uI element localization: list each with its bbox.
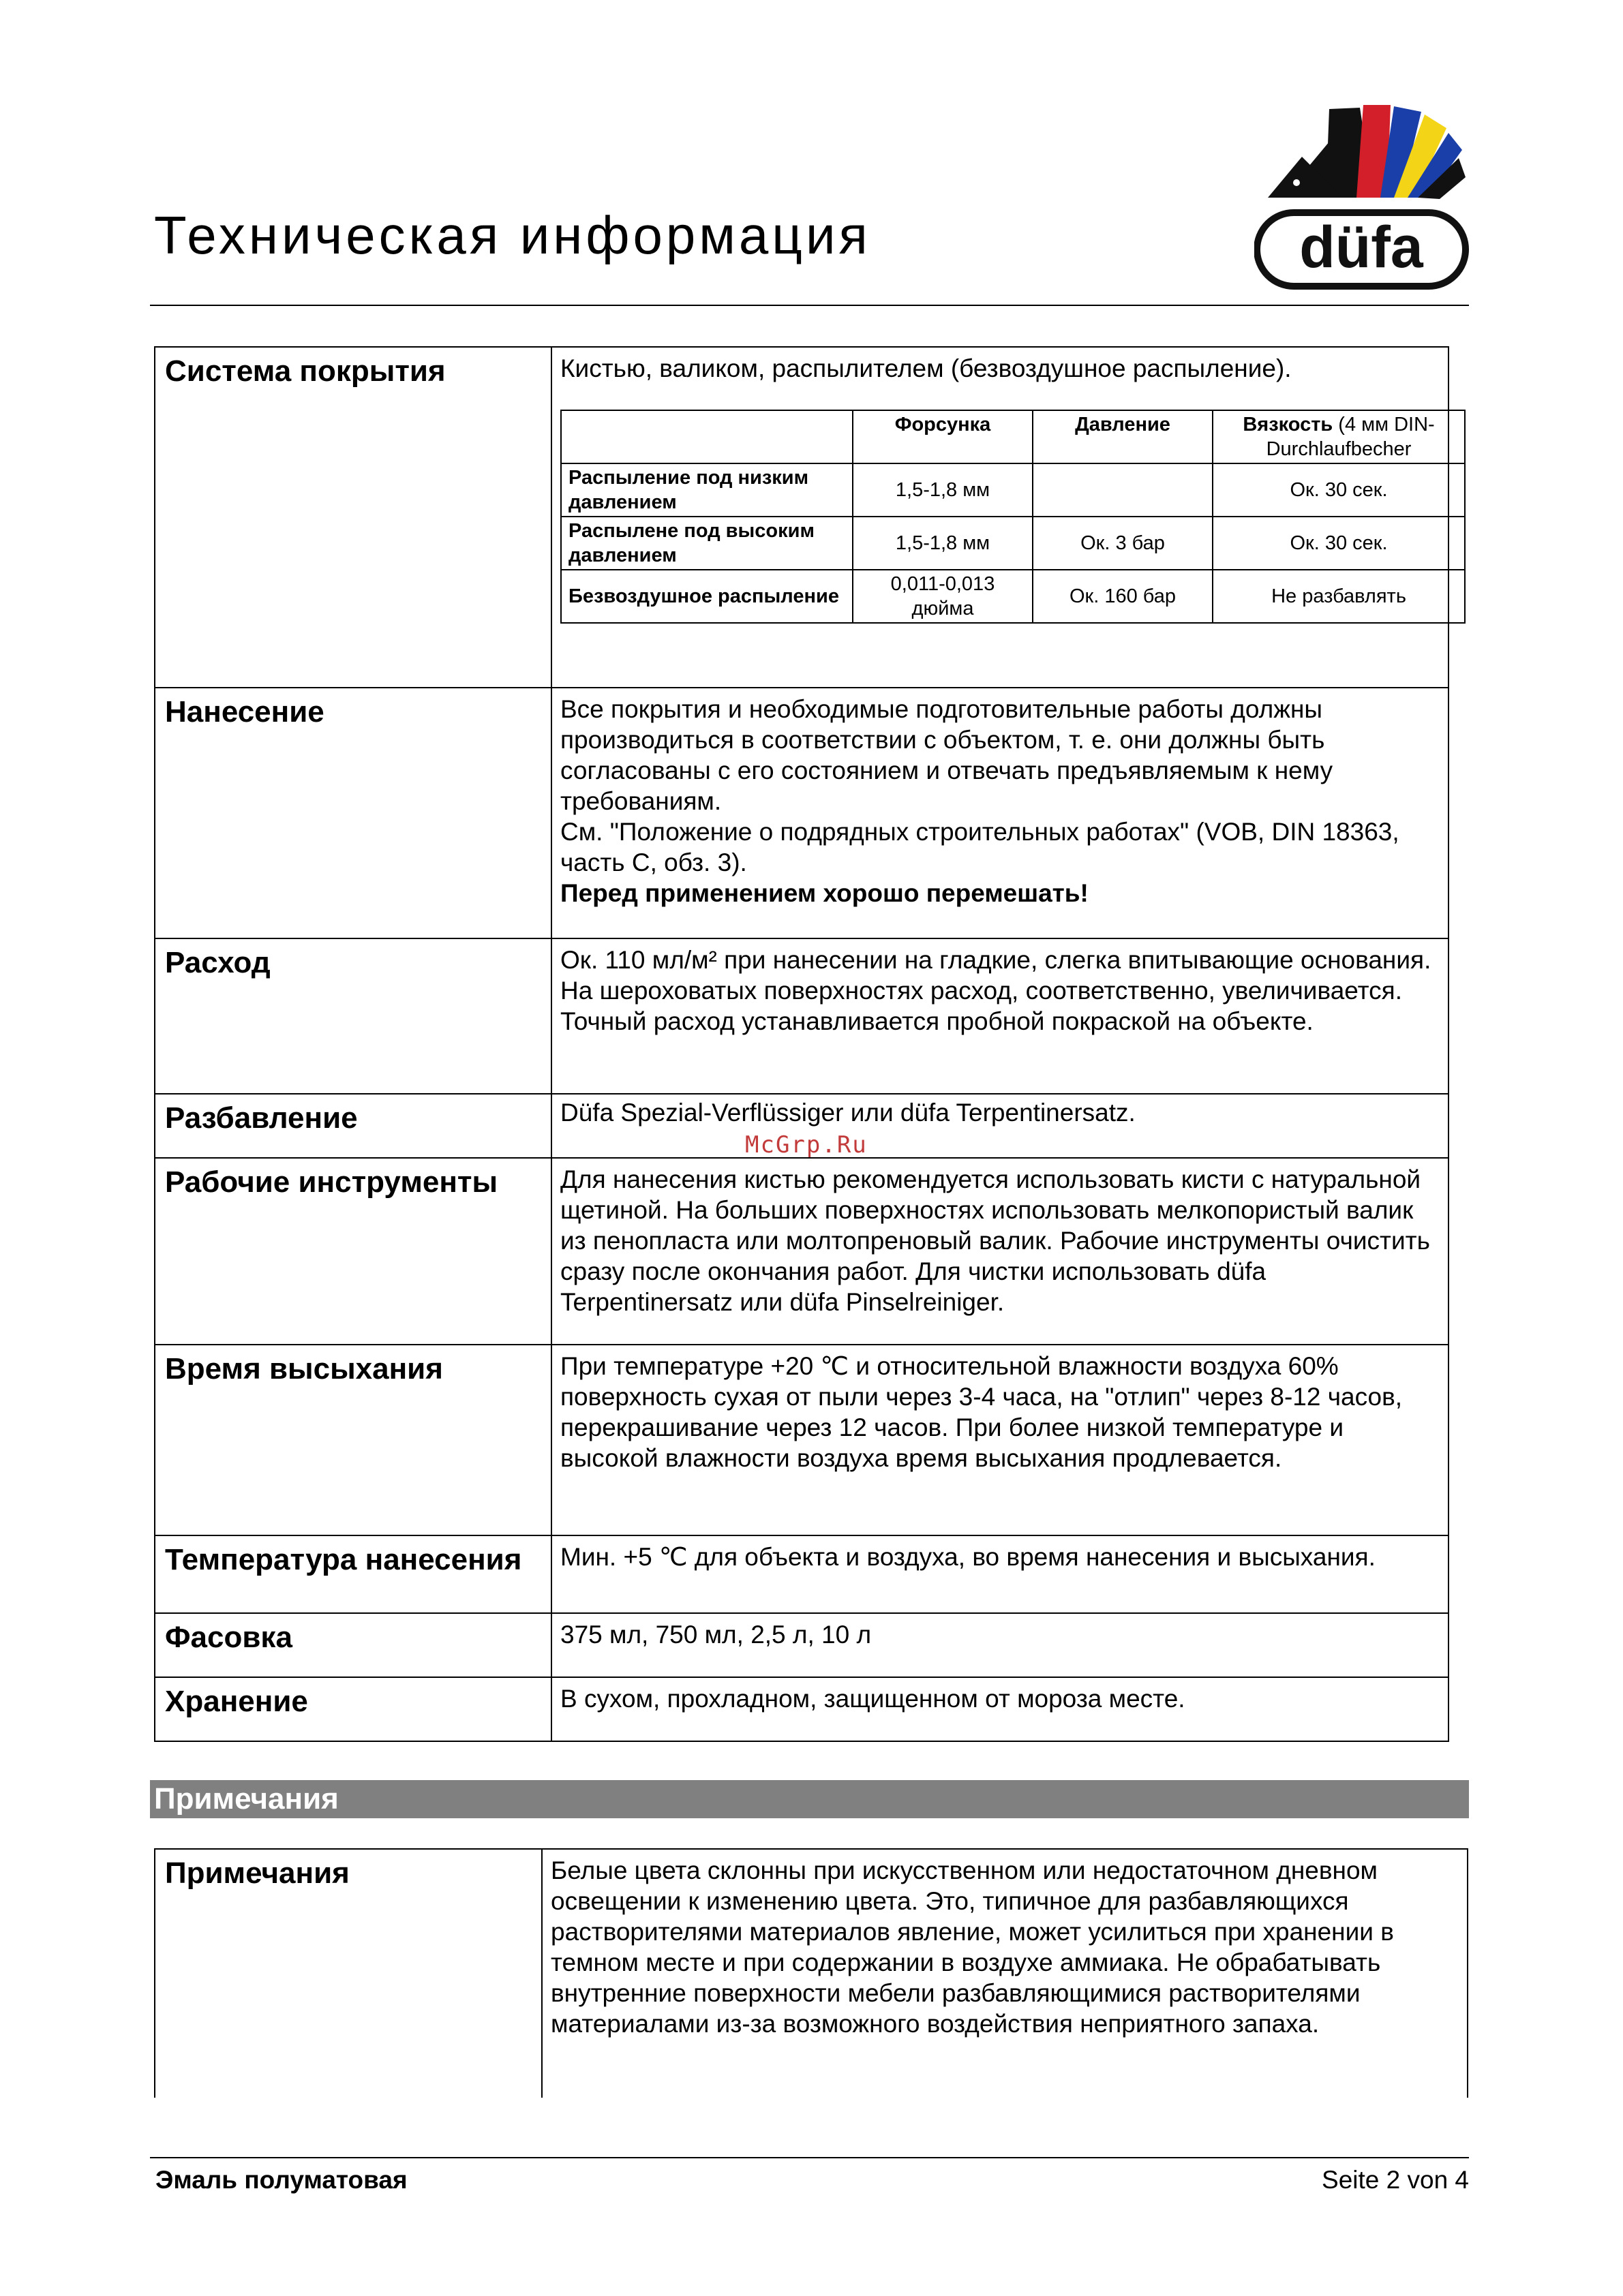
row-label: Время высыхания (155, 1345, 551, 1535)
footer-rule (150, 2157, 1469, 2158)
footer-page-number: Seite 2 von 4 (1322, 2166, 1469, 2194)
notes-section-bar: Примечания (150, 1780, 1469, 1818)
table-row (155, 1677, 1448, 1741)
spec-table (154, 346, 1449, 1742)
table-row (155, 1345, 1448, 1535)
spray-pressure: Ок. 160 бар (1033, 570, 1213, 623)
spray-nozzle: 1,5-1,8 мм (853, 463, 1033, 517)
logo-wordmark: düfa (1299, 215, 1423, 280)
application-reference: См. "Положение о подрядных строительных работах" (VOB, DIN 18363, часть С, обз. 3). (560, 818, 1399, 876)
row-value: Düfa Spezial-Verflüssiger или düfa Terpentinersatz. (551, 1094, 1448, 1158)
watermark: McGrp.Ru (745, 1131, 868, 1159)
row-value: Ок. 110 мл/м² при нанесении на гладкие, слегка впитывающие основания. На шероховатых поверхностях расход, соответственно, увеличивается. Точный расход устанавливается пробной покраской на объекте. (551, 938, 1448, 1094)
spray-nozzle: 0,011-0,013 дюйма (853, 570, 1033, 623)
spray-header-viscosity (1213, 410, 1465, 463)
notes-box (154, 1848, 1468, 2098)
row-value: Мин. +5 ℃ для объекта и воздуха, во время нанесения и высыхания. (551, 1535, 1448, 1613)
row-label: Фасовка (155, 1613, 551, 1677)
table-row (155, 347, 1448, 688)
spray-method: Распылене под высоким давлением (561, 517, 853, 570)
page-title: Техническая информация (154, 205, 871, 265)
row-label: Нанесение (155, 688, 551, 938)
notes-divider (541, 1850, 543, 2098)
spray-viscosity: Ок. 30 сек. (1213, 463, 1465, 517)
row-label: Система покрытия (155, 347, 551, 688)
row-label: Температура нанесения (155, 1535, 551, 1613)
application-text: Все покрытия и необходимые подготовительные работы должны производиться в соответствии с объектом, т. е. они должны быть согласованы с его состоянием и отвечать предъявляемым к нему требованиям. (560, 695, 1333, 815)
table-row (155, 1158, 1448, 1345)
table-row (155, 688, 1448, 938)
row-label: Хранение (155, 1677, 551, 1741)
table-row (155, 1613, 1448, 1677)
spray-header-empty (561, 410, 853, 463)
viscosity-rest: (4 мм DIN-Durchlaufbecher (1266, 414, 1435, 460)
table-row (561, 517, 1465, 570)
notes-label: Примечания (165, 1856, 350, 1890)
spray-method: Распыление под низким давлением (561, 463, 853, 517)
application-bold-note: Перед применением хорошо перемешать! (560, 879, 1089, 907)
viscosity-bold: Вязкость (1243, 414, 1333, 435)
spray-header-pressure: Давление (1033, 410, 1213, 463)
row-label: Рабочие инструменты (155, 1158, 551, 1345)
row-value: Для нанесения кистью рекомендуется использовать кисти с натуральной щетиной. На больших поверхностях использовать мелкопористый валик из пенопласта или молтопреновый валик. Рабочие инструменты очистить сразу после окончания работ. Для чистки использовать düfa Terpentinersatz или düfa Pinselreiniger. (551, 1158, 1448, 1345)
row-value (551, 347, 1448, 688)
footer-product: Эмаль полуматовая (155, 2166, 408, 2194)
header-rule (150, 305, 1469, 306)
coating-system-text: Кистью, валиком, распылителем (безвоздушное распыление). (560, 354, 1292, 382)
table-row (561, 463, 1465, 517)
table-row (155, 938, 1448, 1094)
spray-pressure (1033, 463, 1213, 517)
row-value (551, 688, 1448, 938)
spray-nozzle: 1,5-1,8 мм (853, 517, 1033, 570)
spray-viscosity: Ок. 30 сек. (1213, 517, 1465, 570)
spray-viscosity: Не разбавлять (1213, 570, 1465, 623)
notes-text: Белые цвета склонны при искусственном или недостаточном дневном освещении к изменению цвета. Это, типичное для разбавляющихся растворителями материалов явление, может усилиться при хранении в темном месте и при содержании в воздухе аммиака. Не обрабатывать внутренние поверхности мебели разбавляющимися растворителями материалами из-за возможного воздействия неприятного запаха. (551, 1856, 1394, 2038)
spray-pressure: Ок. 3 бар (1033, 517, 1213, 570)
color-fan-icon (1268, 105, 1466, 199)
table-row (561, 570, 1465, 623)
spray-table (560, 410, 1466, 624)
spray-header-row (561, 410, 1465, 463)
row-label: Расход (155, 938, 551, 1094)
row-value: 375 мл, 750 мл, 2,5 л, 10 л (551, 1613, 1448, 1677)
row-value: При температуре +20 ℃ и относительной влажности воздуха 60% поверхность сухая от пыли через 3-4 часа, на "отлип" через 8-12 часов, перекрашивание через 12 часов. При более низкой температуре и высокой влажности воздуха время высыхания продлевается. (551, 1345, 1448, 1535)
row-label: Разбавление (155, 1094, 551, 1158)
table-row (155, 1535, 1448, 1613)
dufa-logo (1254, 95, 1472, 300)
spray-header-nozzle: Форсунка (853, 410, 1033, 463)
spray-method: Безвоздушное распыление (561, 570, 853, 623)
row-value: В сухом, прохладном, защищенном от мороза месте. (551, 1677, 1448, 1741)
